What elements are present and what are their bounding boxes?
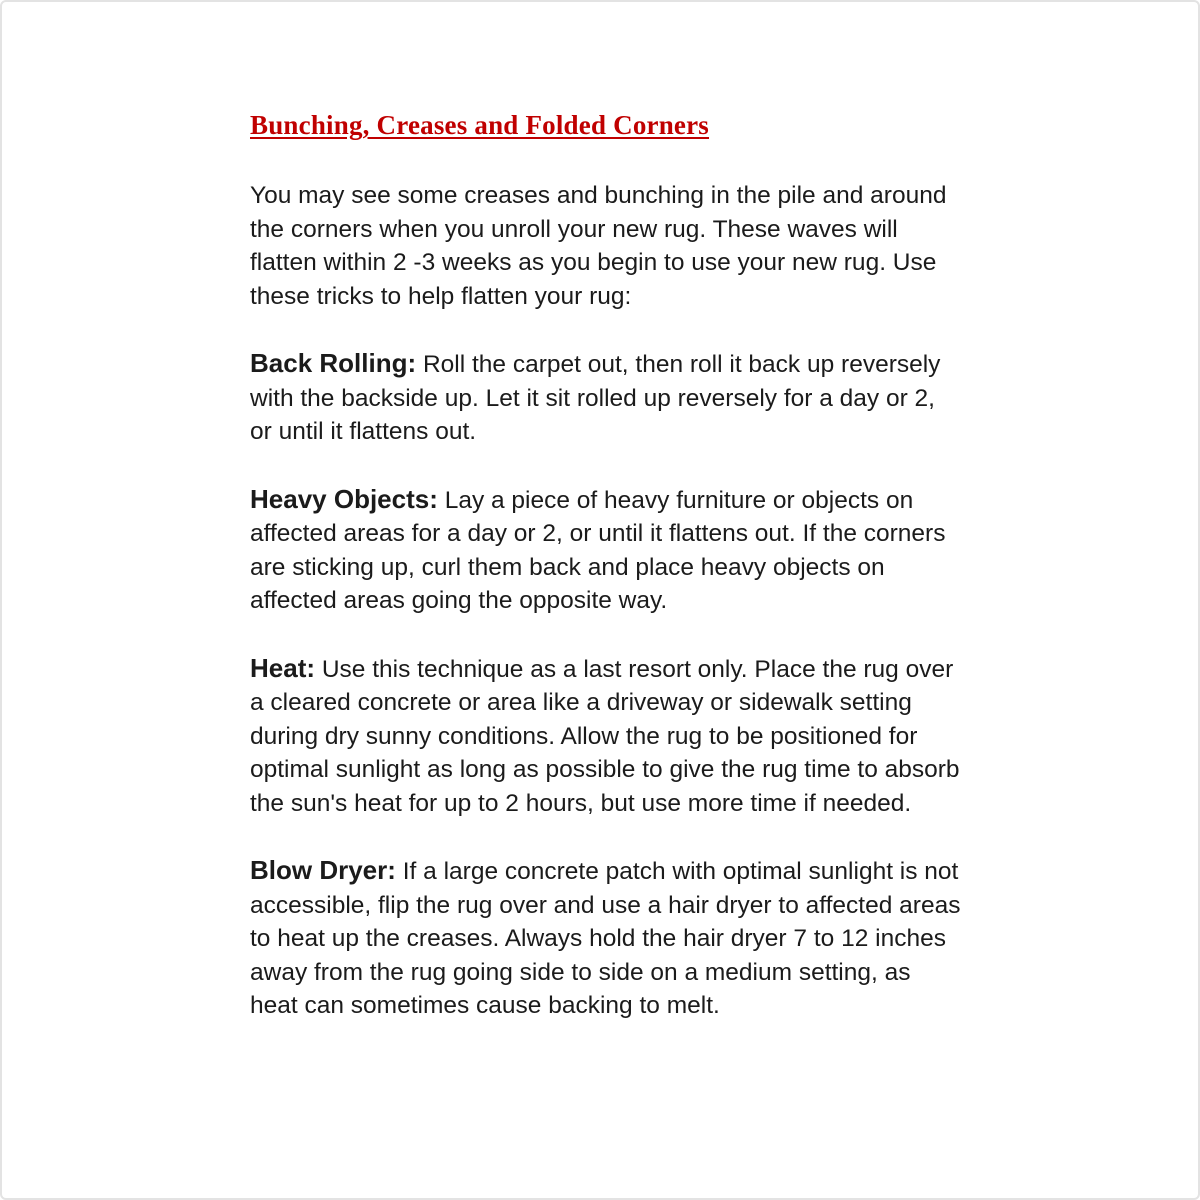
section-text-blow-dryer: If a large concrete patch with optimal sunlight is not accessible, flip the rug over and use a hair dryer to affected areas to heat up the creases. Always hold the hair dryer 7 to 12 inches away from the rug going side to side on a medium setting, as heat can sometimes cause backing to melt.: [250, 858, 961, 1019]
section-text-back-rolling: Roll the carpet out, then roll it back up reversely with the backside up. Let it sit rolled up reversely for a day or 2, or until it flattens out.: [250, 351, 941, 445]
document-content: [250, 110, 962, 1023]
section-text-heavy-objects: Lay a piece of heavy furniture or objects on affected areas for a day or 2, or until it flattens out. If the corners are sticking up, curl them back and place heavy objects on affected areas going the opposite way.: [250, 486, 946, 614]
section-label-back-rolling: Back Rolling:: [250, 348, 417, 378]
section-label-heat: Heat:: [250, 652, 316, 683]
intro-paragraph: You may see some creases and bunching in the pile and around the corners when you unroll your new rug. These waves will flatten within 2 -3 weeks as you begin to use your new rug. Use these tricks to help flatten your rug:: [250, 182, 947, 310]
section-paragraph-back-rolling: [250, 347, 962, 449]
section-paragraph-blow-dryer: [250, 854, 962, 1023]
section-text-heat: Use this technique as a last resort only. Place the rug over a cleared concrete or area like a driveway or sidewalk setting during dry sunny conditions. Allow the rug to be positioned for optimal sunlight as long as possible to give the rug time to absorb the sun's heat for up to 2 hours, but use more time if needed.: [250, 655, 960, 817]
section-label-blow-dryer: Blow Dryer:: [250, 855, 396, 885]
section-paragraph-heat: [250, 652, 962, 821]
section-label-heavy-objects: Heavy Objects:: [250, 483, 438, 514]
document-heading: Bunching, Creases and Folded Corners: [250, 110, 710, 140]
section-paragraph-heavy-objects: [250, 483, 962, 618]
